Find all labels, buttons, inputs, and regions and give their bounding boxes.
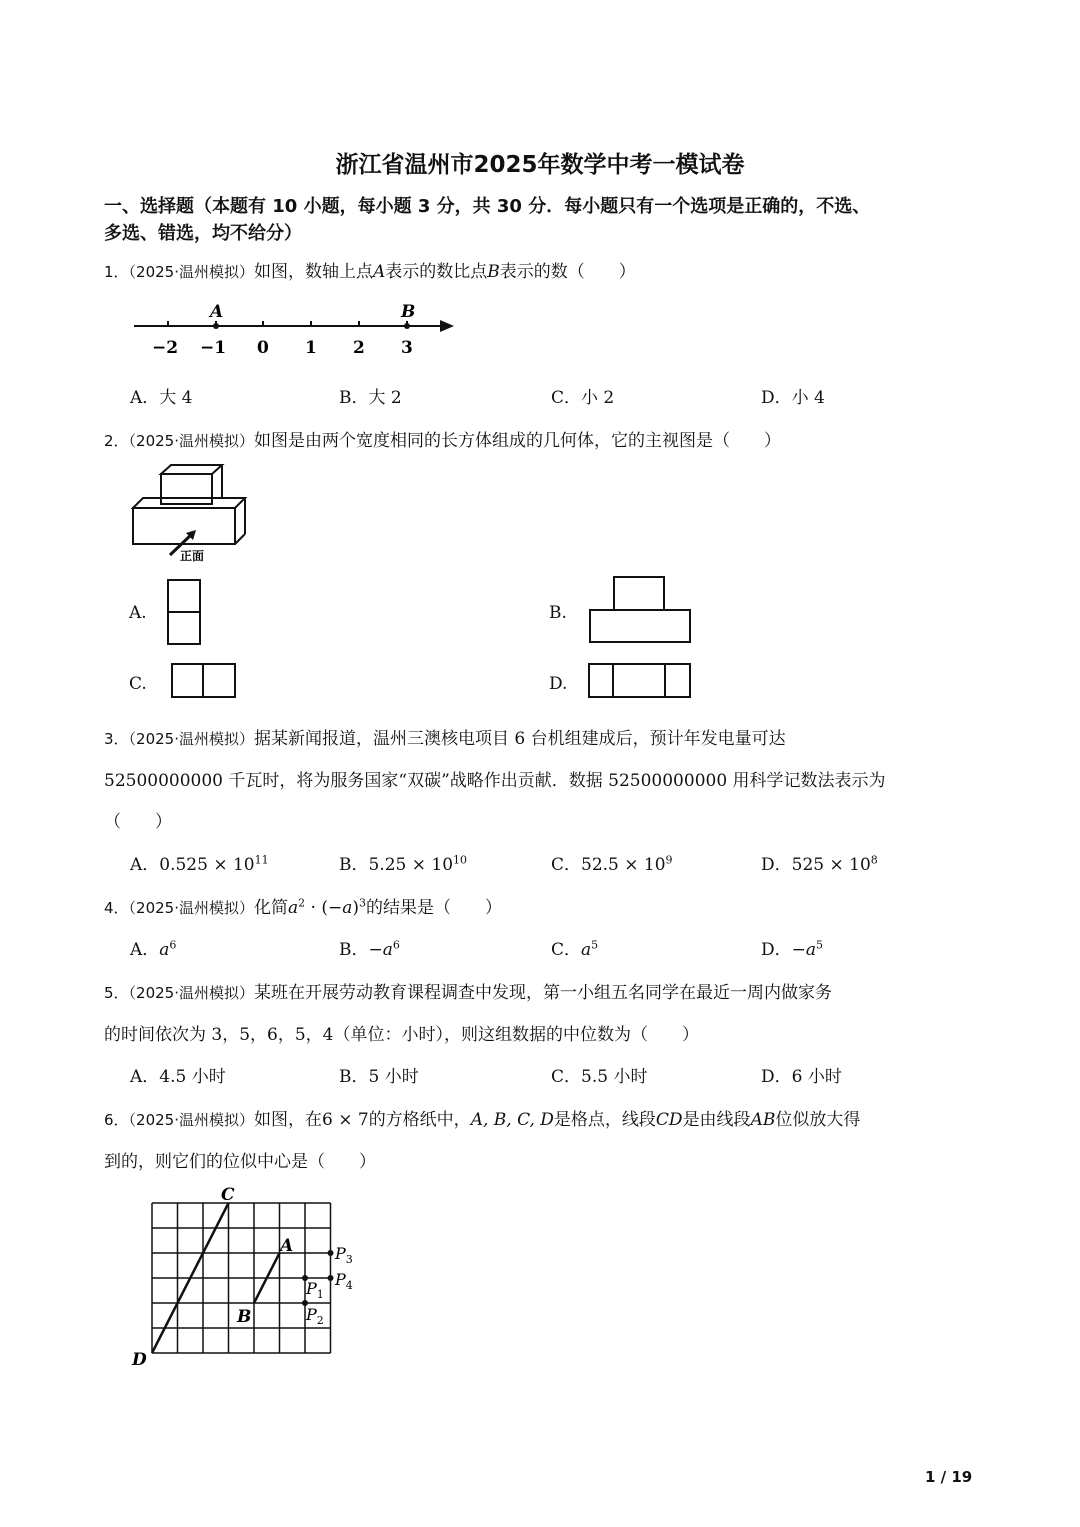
solid-figure	[126, 460, 256, 565]
q5-option-c[interactable]: C．5.5 小时	[551, 1067, 648, 1087]
q1-option-d[interactable]: D．小 4	[761, 388, 825, 408]
q2-option-b-figure[interactable]	[588, 575, 694, 645]
q5-option-d[interactable]: D．6 小时	[761, 1067, 842, 1087]
front-label: 正面	[180, 549, 205, 563]
q4-option-b[interactable]: B．$-a^6$	[339, 938, 400, 960]
page-title: 浙江省温州市2025年数学中考一模试卷	[335, 152, 745, 178]
section-heading: 一、选择题（本题有 10 小题，每小题 3 分，共 30 分．每小题只有一个选项是正确的，不选、	[104, 196, 871, 217]
question-number: 6．	[104, 1111, 129, 1129]
question-3-line2: 52500000000 千瓦时，将为服务国家“双碳”战略作出贡献．数据 52500000000 用科学记数法表示为	[104, 771, 886, 791]
point-p3-label: $P_3$	[335, 1244, 353, 1266]
q2-option-d-label[interactable]: D.	[549, 674, 568, 694]
tick-label: 2	[353, 338, 365, 358]
q1-option-a[interactable]: A．大 4	[130, 388, 193, 408]
question-3: 3．（2025·温州模拟）据某新闻报道，温州三澳核电项目 6 台机组建成后，预计年发电量可达	[104, 729, 786, 749]
point-d-label: D	[132, 1350, 147, 1370]
grid-figure	[128, 1183, 368, 1373]
tick-label: −1	[200, 338, 227, 358]
question-number: 2．	[104, 432, 129, 450]
tick-label: 0	[257, 338, 269, 358]
question-5-line2: 的时间依次为 3，5，6，5，4（单位：小时），则这组数据的中位数为（ ）	[104, 1025, 699, 1045]
q2-option-a-figure[interactable]	[166, 578, 204, 648]
q1-option-b[interactable]: B．大 2	[339, 388, 402, 408]
q2-option-a-label[interactable]: A.	[129, 603, 147, 623]
q3-option-a[interactable]: A．$0.525 \times 10^{11}$	[130, 853, 269, 875]
question-source: （2025·温州模拟）	[128, 730, 254, 748]
question-source: （2025·温州模拟）	[128, 899, 254, 917]
point-a-label: A	[210, 302, 224, 322]
q4-option-c[interactable]: C．$a^5$	[551, 938, 599, 960]
number-line-figure	[128, 295, 468, 365]
point-p2-label: $P_2$	[306, 1305, 324, 1327]
q3-option-b[interactable]: B．$5.25 \times 10^{10}$	[339, 853, 468, 875]
q3-option-c[interactable]: C．$52.5 \times 10^9$	[551, 853, 673, 875]
question-number: 4．	[104, 899, 129, 917]
q5-option-a[interactable]: A．4.5 小时	[130, 1067, 226, 1087]
question-number: 5．	[104, 984, 129, 1002]
page-number: 1 / 19	[925, 1468, 973, 1486]
question-4: 4．（2025·温州模拟）化简$a^2 \cdot (-a)^3$的结果是（ ）	[104, 896, 503, 918]
q2-option-d-figure[interactable]	[587, 662, 695, 700]
question-3-line3: （ ）	[104, 812, 172, 832]
question-source: （2025·温州模拟）	[128, 263, 254, 281]
q4-option-a[interactable]: A．$a^6$	[130, 938, 177, 960]
tick-label: 1	[305, 338, 317, 358]
point-p1-label: $P_1$	[306, 1279, 324, 1301]
tick-label: −2	[152, 338, 179, 358]
point-b-label: B	[401, 302, 416, 322]
section-heading-line2: 多选、错选，均不给分）	[104, 223, 302, 244]
point-c-label: C	[221, 1185, 235, 1205]
question-source: （2025·温州模拟）	[128, 984, 254, 1002]
question-5: 5．（2025·温州模拟）某班在开展劳动教育课程调查中发现，第一小组五名同学在最近一周内做家务	[104, 983, 832, 1003]
q1-option-c[interactable]: C．小 2	[551, 388, 615, 408]
question-6: 6．（2025·温州模拟）如图，在6 × 7的方格纸中，A, B, C, D是格点，线段CD是由线段AB位似放大得	[104, 1110, 861, 1130]
question-source: （2025·温州模拟）	[128, 1111, 254, 1129]
q3-option-d[interactable]: D．$525 \times 10^8$	[761, 853, 878, 875]
point-b-label: B	[237, 1307, 252, 1327]
q2-option-c-label[interactable]: C.	[129, 674, 147, 694]
question-source: （2025·温州模拟）	[128, 432, 254, 450]
point-a-label: A	[280, 1236, 294, 1256]
q5-option-b[interactable]: B．5 小时	[339, 1067, 419, 1087]
question-6-line2: 到的，则它们的位似中心是（ ）	[104, 1152, 376, 1172]
q2-option-c-figure[interactable]	[170, 662, 238, 700]
point-p4-label: $P_4$	[335, 1270, 353, 1292]
tick-label: 3	[401, 338, 413, 358]
q4-option-d[interactable]: D．$-a^5$	[761, 938, 824, 960]
question-1: 1．（2025·温州模拟）如图，数轴上点A表示的数比点B表示的数（ ）	[104, 262, 636, 282]
question-number: 1．	[104, 263, 129, 281]
question-number: 3．	[104, 730, 129, 748]
q2-option-b-label[interactable]: B.	[549, 603, 567, 623]
question-2: 2．（2025·温州模拟）如图是由两个宽度相同的长方体组成的几何体，它的主视图是（ ）	[104, 431, 781, 451]
